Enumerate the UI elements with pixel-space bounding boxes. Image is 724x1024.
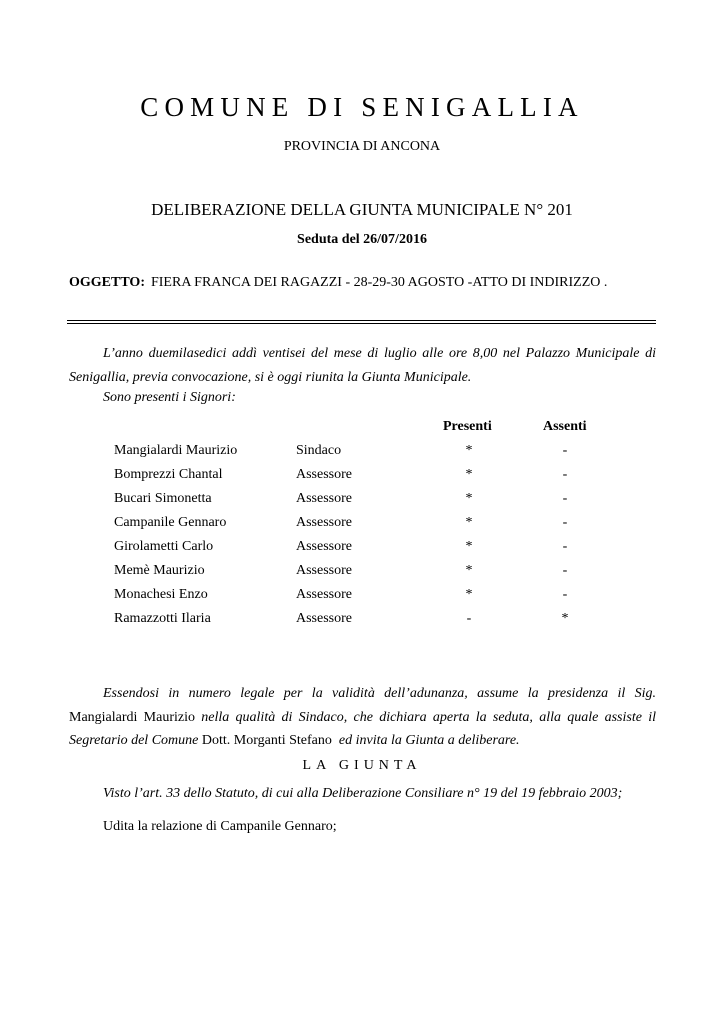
present-mark-value: * [465, 515, 473, 530]
member-name: Bucari Simonetta [114, 491, 212, 506]
present-mark-value: - [466, 611, 472, 626]
intro-paragraph: L’anno duemilasedici addì ventisei del mese di luglio alle ore 8,00 nel Palazzo Municipale di Senigallia, previa convocazione, si è oggi riunita la Giunta Municipale. [69, 346, 656, 385]
deliberation-title: DELIBERAZIONE DELLA GIUNTA MUNICIPALE N° 201 [151, 200, 573, 219]
udita-line: Udita la relazione di Campanile Gennaro; [103, 819, 337, 834]
table-row [0, 539, 724, 563]
municipality-title: COMUNE DI SENIGALLIA [140, 92, 584, 122]
member-role: Assessore [296, 515, 352, 530]
present-mark-value: * [465, 539, 473, 554]
member-role: Assessore [296, 491, 352, 506]
member-name: Girolametti Carlo [114, 539, 214, 554]
subject-text: FIERA FRANCA DEI RAGAZZI - 28-29-30 AGOSTO -ATTO DI INDIRIZZO . [150, 275, 608, 290]
present-mark-value: * [465, 443, 473, 458]
member-name: Mangialardi Maurizio [114, 443, 238, 458]
absent-mark-value: - [562, 491, 568, 506]
present-mark-value: * [465, 467, 473, 482]
member-name: Memè Maurizio [114, 563, 205, 578]
table-row [0, 443, 724, 467]
quorum-part2: nella qualità di Sindaco, che dichiara aperta la seduta, alla quale assiste il Segretario del Comune [69, 709, 656, 748]
quorum-part3: ed invita la Giunta a deliberare. [338, 733, 520, 748]
present-mark-value: * [465, 491, 473, 506]
secretary-name: Dott. Morganti Stefano [201, 733, 332, 748]
quorum-paragraph [69, 682, 656, 753]
absent-mark-value: - [562, 539, 568, 554]
member-role: Sindaco [296, 443, 342, 458]
subject-label: OGGETTO: [69, 275, 145, 290]
giunta-heading: LA GIUNTA [302, 758, 422, 773]
member-role: Assessore [296, 563, 352, 578]
absent-mark-value: - [562, 443, 568, 458]
member-name: Campanile Gennaro [114, 515, 227, 530]
province-name: PROVINCIA DI ANCONA [283, 139, 441, 154]
divider-top [67, 320, 656, 321]
visto-line: Visto l’art. 33 dello Statuto, di cui alla Deliberazione Consiliare n° 19 del 19 febbraio 2003; [103, 786, 623, 801]
absent-mark-value: - [562, 515, 568, 530]
subject-line [69, 275, 607, 291]
president-name: Mangialardi Maurizio [69, 709, 196, 725]
quorum-part1: Essendosi in numero legale per la validità dell’adunanza, assume la presidenza il Sig. [103, 686, 656, 701]
member-name: Ramazzotti Ilaria [114, 611, 211, 626]
absent-mark-value: - [562, 563, 568, 578]
table-row [0, 611, 724, 635]
divider-bottom [67, 323, 656, 324]
member-role: Assessore [296, 587, 352, 602]
member-name: Monachesi Enzo [114, 587, 208, 602]
absent-mark-value: - [562, 587, 568, 602]
column-header-absent: Assenti [543, 419, 587, 434]
present-mark-value: * [465, 587, 473, 602]
absent-mark-value: * [561, 611, 569, 626]
member-role: Assessore [296, 539, 352, 554]
column-header-present: Presenti [443, 419, 492, 434]
member-role: Assessore [296, 467, 352, 482]
member-role: Assessore [296, 611, 352, 626]
table-row [0, 515, 724, 539]
table-row [0, 587, 724, 611]
present-line: Sono presenti i Signori: [103, 390, 236, 405]
member-name: Bomprezzi Chantal [114, 467, 223, 482]
absent-mark-value: - [562, 467, 568, 482]
table-row [0, 491, 724, 515]
session-date: Seduta del 26/07/2016 [297, 232, 427, 247]
present-mark-value: * [465, 563, 473, 578]
table-row [0, 467, 724, 491]
table-row [0, 563, 724, 587]
